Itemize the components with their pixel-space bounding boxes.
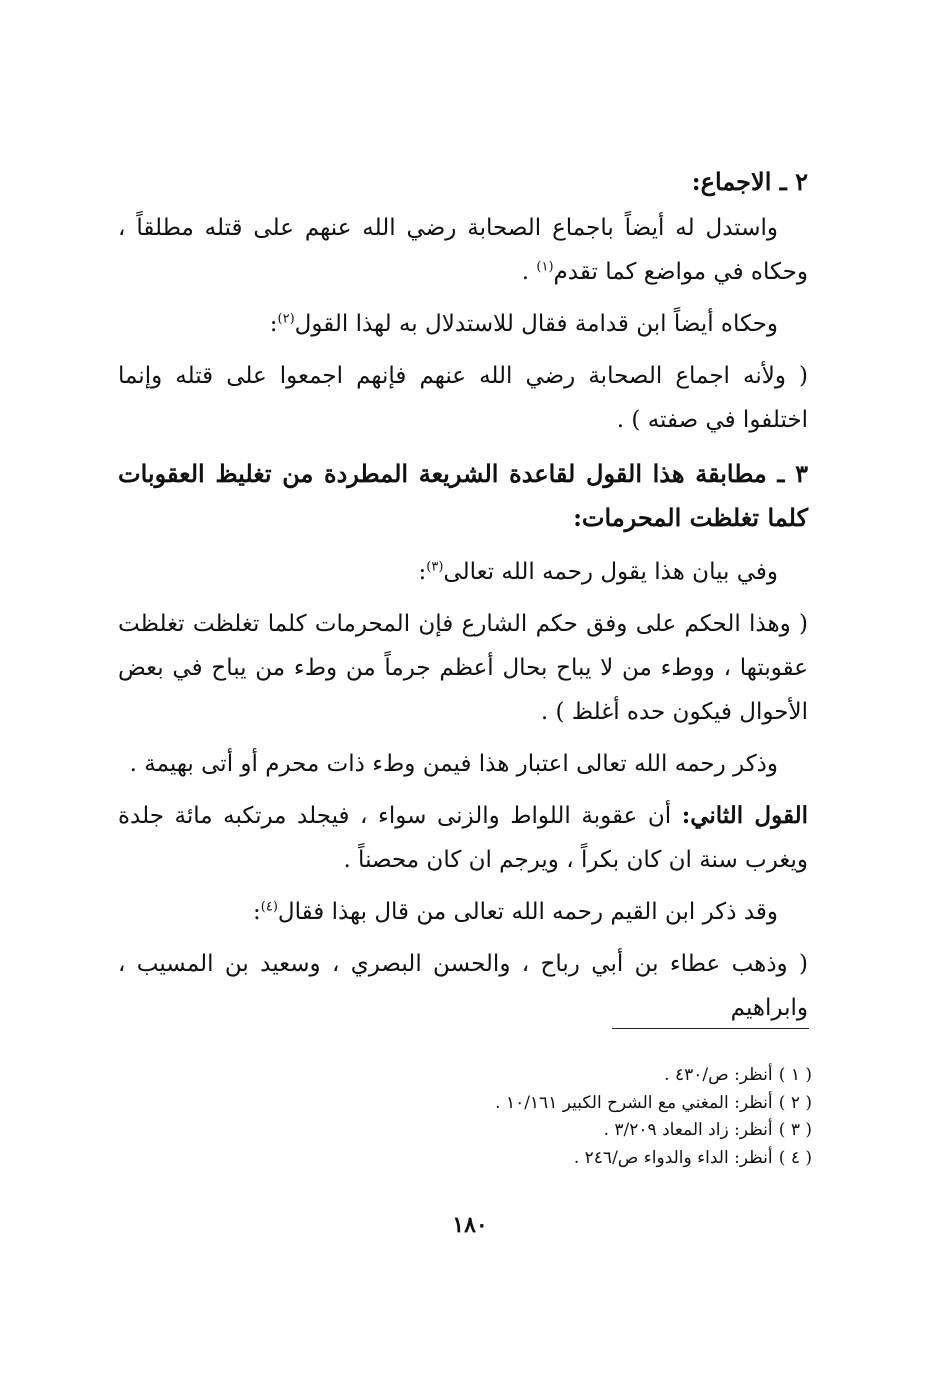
section-heading-ijma: ٢ ـ الاجماع: [691, 167, 808, 196]
footnote-number: ( ١ ) [778, 1065, 812, 1085]
paragraph [118, 550, 808, 594]
punctuation: : [418, 559, 427, 585]
paragraph [118, 302, 808, 346]
page-number: ١٨٠ [452, 1212, 488, 1238]
footnote-text: أنظر: زاد المعاد ٣/٢٠٩ . [603, 1120, 773, 1140]
footnote-number: ( ٣ ) [778, 1120, 812, 1140]
footnote [300, 1090, 812, 1118]
footnote-text: أنظر: الداء والدواء ص/٢٤٦ . [573, 1147, 773, 1168]
punctuation: . [521, 259, 537, 285]
paragraph [118, 794, 808, 882]
footnote-number: ( ٤ ) [778, 1147, 812, 1168]
footnotes [300, 1062, 812, 1172]
quotation: ( ولأنه اجماع الصحابة رضي الله عنهم فإنهم اجمعوا على قتله وإنما اختلفوا في صفته ) . [118, 363, 808, 433]
footnote-ref: (٤) [260, 899, 278, 915]
quotation: ( وهذا الحكم على وفق حكم الشارع فإن المحرمات كلما تغلظت تغلظت عقوبتها ، ووطء من لا يباح بحال أعظم جرماً من وطء من يباح في بعض الأحوال فيكون حده أغلظ ) . [118, 611, 808, 725]
paragraph-text: واستدل له أيضاً باجماع الصحابة رضي الله عنهم على قتله مطلقاً ، وحكاه في مواضع كما تقدم [118, 215, 808, 285]
footnote-ref: (١) [536, 259, 554, 275]
paragraph [118, 890, 808, 934]
footnote-ref: (٣) [426, 559, 444, 575]
punctuation: : [269, 311, 278, 337]
paragraph-text: وقد ذكر ابن القيم رحمه الله تعالى من قال بهذا فقال [277, 899, 778, 925]
section-heading-conformity: ٣ ـ مطابقة هذا القول لقاعدة الشريعة المطردة من تغليظ العقوبات كلما تغلظت المحرمات: [118, 459, 808, 532]
punctuation: : [253, 899, 261, 925]
footnote-number: ( ٢ ) [778, 1092, 812, 1113]
quotation: ( وذهب عطاء بن أبي رباح ، والحسن البصري ، وسعيد بن المسيب ، وابراهيم [118, 951, 808, 1021]
footnote-ref: (٢) [277, 311, 295, 327]
paragraph [118, 206, 808, 294]
paragraph-text: وحكاه أيضاً ابن قدامة فقال للاستدلال به لهذا القول [294, 311, 778, 337]
paragraph-text: أن عقوبة اللواط والزنى سواء ، فيجلد مرتكبه مائة جلدة ويغرب سنة ان كان بكراً ، ويرجم ان كان محصناً . [118, 803, 808, 873]
paragraph-text: وفي بيان هذا يقول رحمه الله تعالى [443, 559, 778, 585]
footnote-text: أنظر: ص/٤٣٠ . [664, 1065, 773, 1085]
footnote-text: أنظر: المغني مع الشرح الكبير ١٠/١٦١ . [495, 1092, 773, 1113]
main-text [118, 160, 808, 1038]
footnote [300, 1117, 812, 1145]
second-opinion-label: القول الثاني: [681, 802, 808, 829]
footnote [300, 1062, 812, 1090]
footnote-divider [612, 1028, 809, 1029]
footnote [300, 1145, 812, 1173]
paragraph: وذكر رحمه الله تعالى اعتبار هذا فيمن وطء ذات محرم أو أتى بهيمة . [129, 751, 778, 777]
